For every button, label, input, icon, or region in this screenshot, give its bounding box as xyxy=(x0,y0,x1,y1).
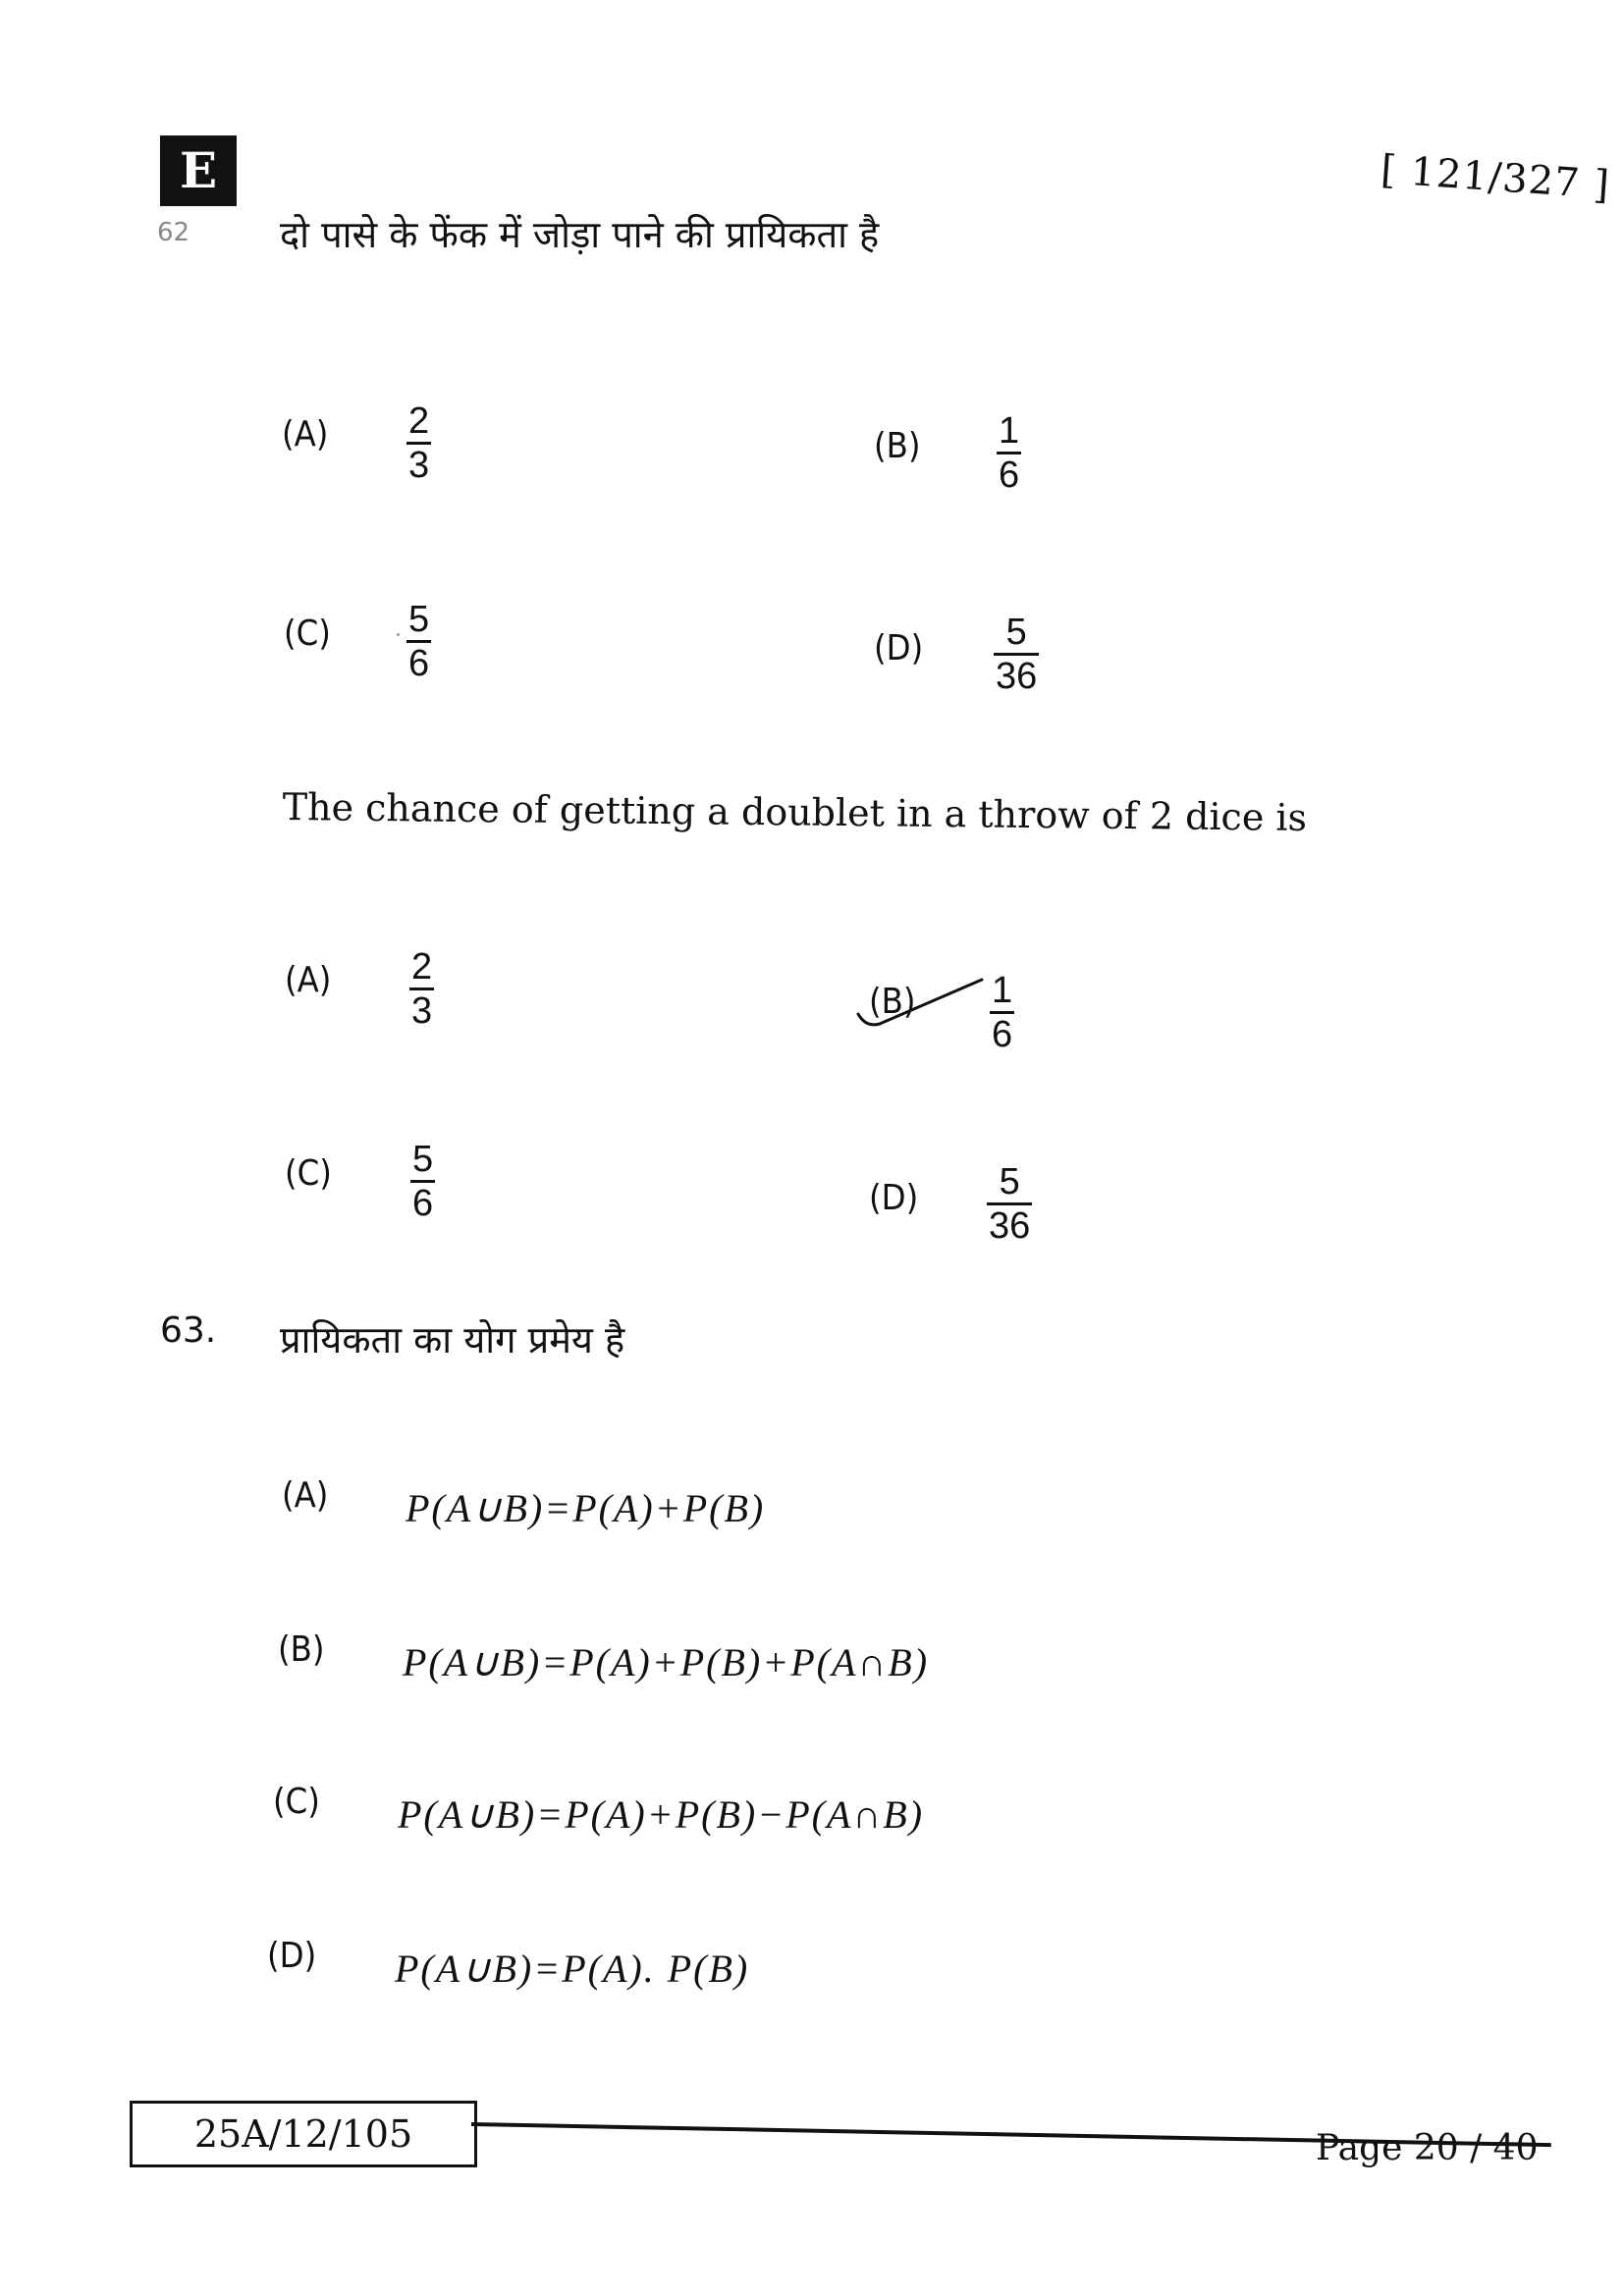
q63-option-a-formula: P(A∪B)=P(A)+P(B) xyxy=(406,1486,766,1530)
q62-hi-option-b-value xyxy=(997,412,1021,494)
q62-en-option-d-value xyxy=(987,1163,1032,1245)
q62-hi-option-c-value xyxy=(406,601,431,682)
numerator: 5 xyxy=(408,599,430,640)
tick-mark-icon xyxy=(844,967,992,1041)
q63-option-b-formula: P(A∪B)=P(A)+P(B)+P(A∩B) xyxy=(403,1640,930,1684)
denominator: 3 xyxy=(411,990,433,1032)
question-63-number: 63. xyxy=(160,1310,217,1351)
q62-en-option-d-label[interactable]: (D) xyxy=(869,1178,919,1218)
question-62-hindi-text: दो पासे के फेंक में जोड़ा पाने की प्रायिकता है xyxy=(280,213,880,256)
denominator: 36 xyxy=(989,1205,1031,1247)
q63-option-b-label[interactable]: (B) xyxy=(278,1629,325,1670)
q62-en-option-c-value xyxy=(410,1141,435,1222)
booklet-code: 25A/12/105 xyxy=(130,2101,477,2167)
q62-en-option-b-value xyxy=(990,972,1014,1053)
numerator: 2 xyxy=(408,400,430,442)
question-62-english-text: The chance of getting a doublet in a throw of 2 dice is xyxy=(282,785,1308,839)
denominator: 36 xyxy=(996,656,1038,697)
denominator: 6 xyxy=(992,1014,1013,1055)
denominator: 3 xyxy=(408,445,430,486)
q62-en-option-a-value xyxy=(409,948,434,1030)
numerator: 2 xyxy=(411,946,433,988)
numerator: 1 xyxy=(992,970,1013,1011)
q62-en-option-b-label[interactable]: (B) xyxy=(869,982,916,1022)
denominator: 6 xyxy=(412,1183,434,1224)
q63-option-c-label[interactable]: (C) xyxy=(273,1782,320,1822)
q63-option-a-label[interactable]: (A) xyxy=(282,1475,329,1516)
q62-hi-option-a-label[interactable]: (A) xyxy=(282,414,329,454)
q62-en-option-c-label[interactable]: (C) xyxy=(285,1153,332,1194)
numerator: 5 xyxy=(999,1161,1020,1202)
scan-speck xyxy=(397,633,400,636)
denominator: 6 xyxy=(999,454,1020,496)
question-63-hindi-text: प्रायिकता का योग प्रमेय है xyxy=(280,1318,625,1362)
numerator: 5 xyxy=(412,1139,434,1180)
page-indicator: Page 20 / 40 xyxy=(1316,2128,1539,2168)
q62-en-option-a-label[interactable]: (A) xyxy=(285,960,332,1000)
paper-code: [ 121/327 ] xyxy=(1379,147,1612,209)
numerator: 5 xyxy=(1005,612,1027,653)
q63-option-d-formula: P(A∪B)=P(A). P(B) xyxy=(395,1947,750,1991)
set-label-badge: E xyxy=(160,135,237,206)
q63-option-d-label[interactable]: (D) xyxy=(267,1936,317,1976)
question-62-number: 62 xyxy=(157,218,190,247)
numerator: 1 xyxy=(999,410,1020,452)
q62-hi-option-a-value xyxy=(406,402,431,484)
denominator: 6 xyxy=(408,643,430,684)
q62-hi-option-c-label[interactable]: (C) xyxy=(284,614,331,654)
q63-option-c-formula: P(A∪B)=P(A)+P(B)−P(A∩B) xyxy=(398,1792,925,1837)
q62-hi-option-b-label[interactable]: (B) xyxy=(874,426,921,466)
q62-hi-option-d-label[interactable]: (D) xyxy=(874,628,924,668)
q62-hi-option-d-value xyxy=(994,614,1039,695)
